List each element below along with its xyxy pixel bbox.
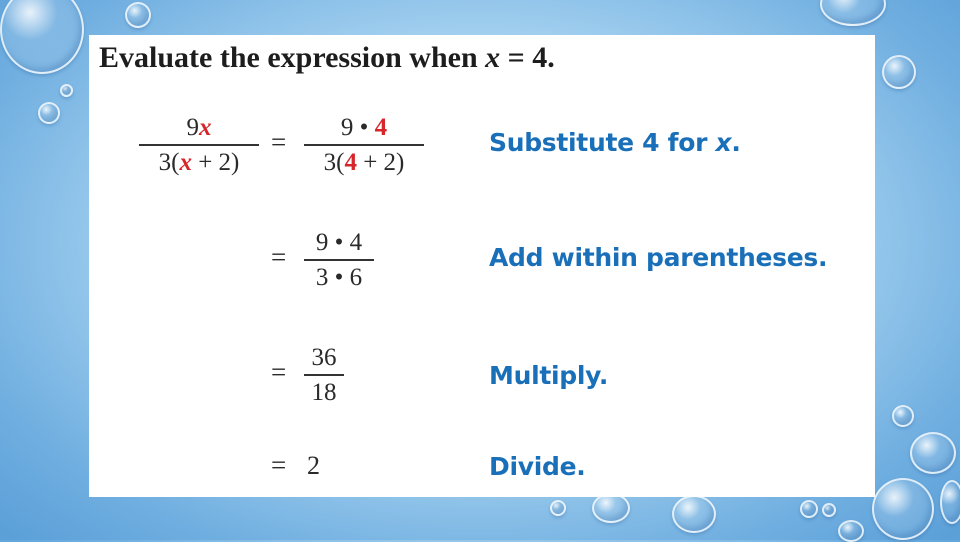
- equals-sign: =: [271, 450, 287, 480]
- fraction-denominator: 3(4 + 2): [323, 149, 405, 176]
- title-value: = 4.: [500, 41, 555, 74]
- fraction-denominator: 18: [311, 379, 337, 406]
- water-droplet-decoration: [910, 432, 956, 474]
- step-label-divide: Divide.: [489, 452, 586, 481]
- fraction-denominator: 3 • 6: [315, 264, 363, 291]
- simplified-fraction: [304, 230, 374, 290]
- water-droplet-decoration: [38, 102, 60, 124]
- water-droplet-decoration: [60, 84, 73, 97]
- water-droplet-decoration: [838, 520, 864, 542]
- step-label-multiply: Multiply.: [489, 361, 609, 390]
- original-expression-fraction: [139, 115, 259, 175]
- final-result: 2: [307, 451, 320, 480]
- water-droplet-decoration: [0, 0, 84, 74]
- water-droplet-decoration: [892, 405, 914, 427]
- equals-sign: =: [271, 357, 287, 387]
- step-label-add: Add within parentheses.: [489, 243, 828, 272]
- title-variable: x: [485, 41, 501, 74]
- step-label-substitute: Substitute 4 for x.: [489, 128, 741, 157]
- water-droplet-decoration: [125, 2, 151, 28]
- equals-sign: =: [271, 127, 287, 157]
- water-droplet-decoration: [940, 480, 960, 524]
- water-droplet-decoration: [672, 495, 716, 533]
- fraction-numerator: 36: [311, 344, 337, 371]
- fraction-numerator: 9 • 4: [315, 229, 363, 256]
- title-text: Evaluate the expression when: [99, 41, 486, 74]
- water-droplet-decoration: [800, 500, 818, 518]
- water-droplet-decoration: [882, 55, 916, 89]
- water-droplet-decoration: [872, 478, 934, 540]
- water-droplet-decoration: [550, 500, 566, 516]
- water-droplet-decoration: [592, 493, 630, 523]
- water-droplet-decoration: [822, 503, 836, 517]
- equals-sign: =: [271, 242, 287, 272]
- fraction-numerator: 9x: [186, 114, 212, 141]
- page-title: [99, 41, 555, 75]
- worked-example-card: [89, 35, 875, 497]
- product-fraction: [304, 345, 344, 405]
- substituted-fraction: [304, 115, 424, 175]
- water-droplet-decoration: [820, 0, 886, 26]
- fraction-denominator: 3(x + 2): [158, 149, 240, 176]
- fraction-numerator: 9 • 4: [340, 114, 388, 141]
